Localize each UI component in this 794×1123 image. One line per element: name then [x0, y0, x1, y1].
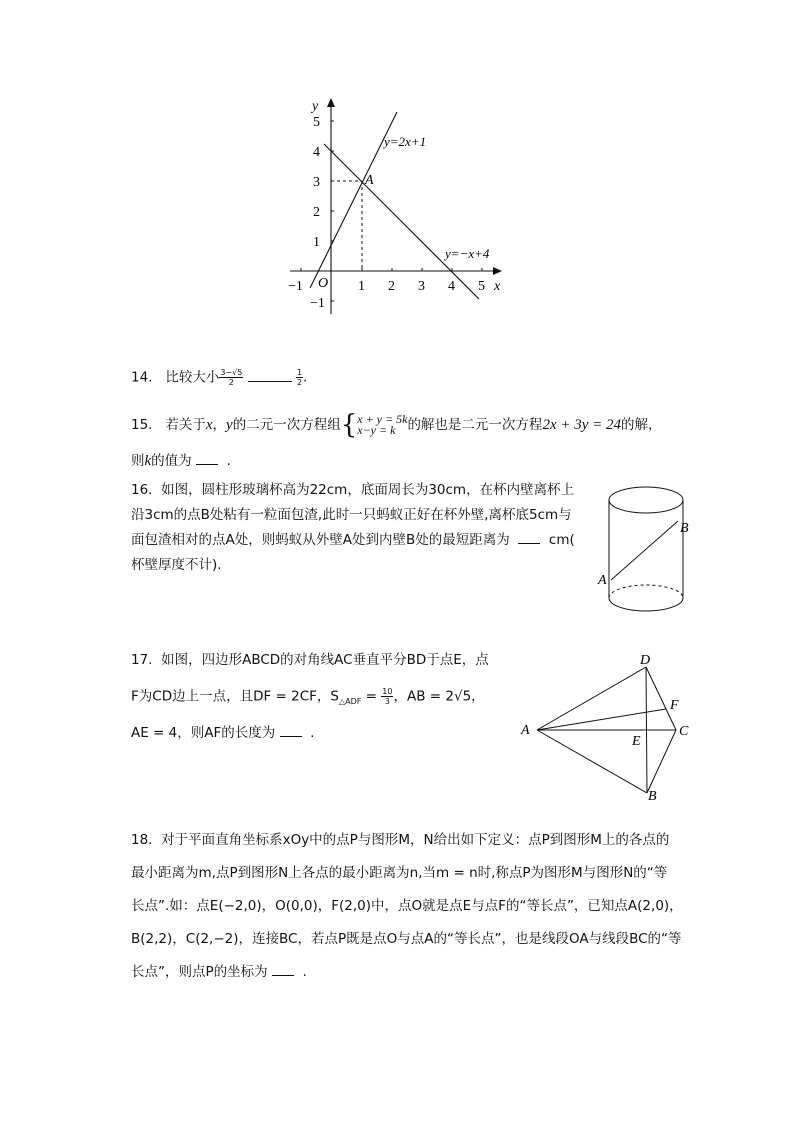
- q15-equation: 2x + 3y = 24: [542, 417, 621, 433]
- q18-number: 18.: [131, 832, 153, 848]
- quadrilateral-figure: [515, 650, 695, 805]
- side-ba: [537, 730, 647, 793]
- q15-number: 15.: [131, 417, 153, 433]
- question-17-line2: F为CD边上一点，且DF = 2CF，$S_{\triangle ADF}$ = $\frac{10}{3}$ ，AB = 2√5，: [131, 687, 485, 707]
- q18-answer-blank[interactable]: [272, 963, 294, 976]
- cylinder-bottom-back: [609, 585, 683, 598]
- y-tick-5: 5: [313, 115, 320, 130]
- x-tick-neg1: −1: [288, 279, 303, 294]
- x-tick-2: 2: [388, 279, 395, 294]
- question-14: 14. 比较大小 $\frac{3-√5}{2}$ $\frac{1}{2}$ .: [131, 368, 308, 387]
- y-axis-label: y: [312, 99, 319, 114]
- x-tick-3: 3: [418, 279, 425, 294]
- question-16: 16. 如图，圆柱形玻璃杯高为22cm，底面周长为30cm，在杯内壁离杯上 沿3cm的点B处粘有一粒面包渣,此时一只蚂蚁正好在杯外壁,离杯底5cm与 面包渣相对的点A处，则蚂蚁从外壁A处到内壁B处的最短距离为 cm( 杯壁厚度不计).: [131, 482, 575, 573]
- question-18: 18. 对于平面直角坐标系xOy中的点P与图形M，N给出如下定义：点P到图形M上的各点的 最小距离为m,点P到图形N上各点的最小距离为n,当m = n时,称点P为图形M与图形N的“等 长点”.如：点E(−2,0)，O(0,0)，F(2,0)中，点O就是点E与点F的“等长点”，已知点A(2,0)， B(2,2)，C(2,−2)，连接BC，若点P既是点O与点A的“等长点”，也是线段OA与线段BC的“等 长点”，则点P的坐标为 .: [131, 832, 683, 980]
- label-f: F: [670, 698, 679, 713]
- q17-answer-blank[interactable]: [280, 724, 302, 737]
- q17-number: 17.: [131, 652, 153, 668]
- q16-answer-blank[interactable]: [518, 531, 540, 544]
- line2-label: y=−x+4: [445, 246, 490, 261]
- x-axis-label: x: [494, 279, 501, 294]
- label-d: D: [640, 653, 651, 668]
- q15-answer-blank[interactable]: [196, 452, 218, 465]
- q14-rhs-fraction: $\frac{1}{2}$: [296, 368, 303, 387]
- cylinder-top: [609, 487, 683, 513]
- point-a-label: A: [365, 173, 374, 188]
- label-a: A: [521, 723, 530, 738]
- q17-fraction: $\frac{10}{3}$: [382, 687, 393, 706]
- cylinder-label-b: B: [680, 521, 689, 536]
- q14-answer-blank[interactable]: [248, 369, 292, 382]
- q15-equation-system: { x + y = 5k x−y = k: [340, 410, 408, 440]
- q16-number: 16.: [131, 482, 153, 498]
- question-15: 15. 若关于x，y的二元一次方程组 { x + y = 5k x−y = k 的解也是二元一次方程2x + 3y = 24的解，: [131, 410, 662, 440]
- y-tick-neg1: −1: [310, 296, 325, 311]
- question-17: 17. 如图，四边形ABCD的对角线AC垂直平分BD于点E，点: [131, 652, 489, 668]
- cylinder-figure: [594, 476, 704, 624]
- label-e: E: [632, 734, 641, 749]
- x-tick-5: 5: [478, 279, 485, 294]
- label-b: B: [648, 789, 657, 804]
- side-cb: [647, 730, 676, 793]
- origin-label: O: [318, 276, 329, 291]
- q14-number: 14.: [131, 369, 153, 386]
- y-tick-4: 4: [313, 145, 320, 160]
- y-tick-2: 2: [313, 205, 320, 220]
- diagonal-db: [646, 667, 647, 793]
- cylinder-label-a: A: [598, 573, 607, 588]
- x-tick-4: 4: [448, 279, 455, 294]
- side-ad: [537, 667, 646, 730]
- y-axis-arrow: [327, 98, 335, 107]
- y-tick-1: 1: [313, 235, 320, 250]
- q14-text: 比较大小: [165, 369, 220, 386]
- question-17-line3: AE = 4，则AF的长度为 .: [131, 725, 315, 741]
- q14-fraction: $\frac{3-√5}{2}$: [220, 368, 243, 387]
- line1-label: y=2x+1: [384, 134, 427, 149]
- x-axis-arrow: [493, 267, 502, 275]
- line-y-neg-x-plus-4: [324, 144, 479, 299]
- ant-path: [611, 521, 678, 580]
- cylinder-bottom-front: [609, 598, 683, 611]
- label-c: C: [679, 724, 689, 739]
- y-tick-3: 3: [313, 175, 320, 190]
- coordinate-graph: [280, 92, 520, 324]
- x-tick-1: 1: [358, 279, 365, 294]
- question-15-line2: 则k的值为 .: [131, 453, 231, 469]
